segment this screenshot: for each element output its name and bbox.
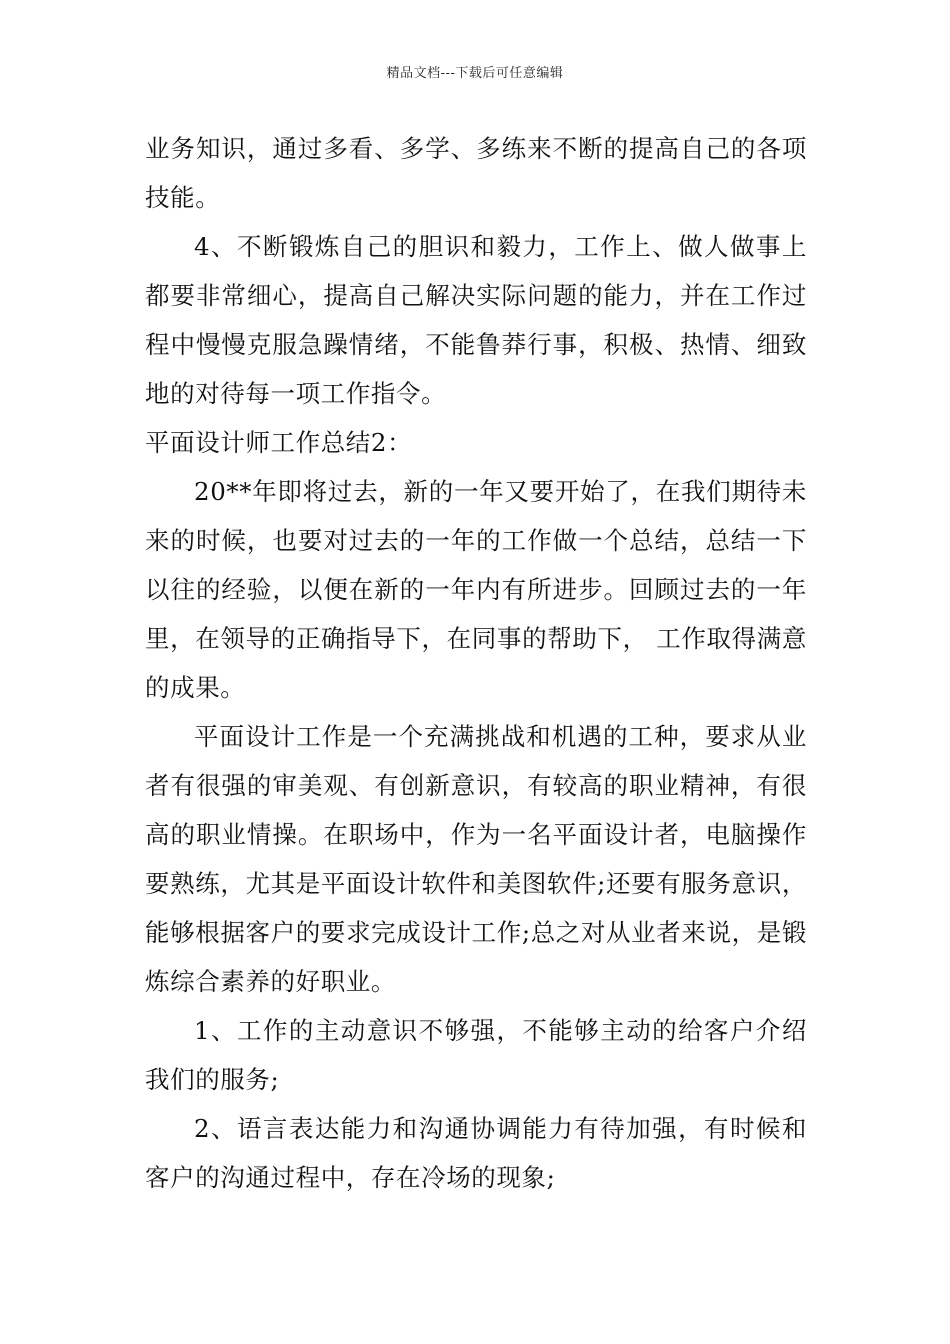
paragraph-description: 平面设计工作是一个充满挑战和机遇的工种，要求从业者有很强的审美观、有创新意识，有较高的职业精神，有很高的职业情操。在职场中，作为一名平面设计者，电脑操作要熟练，尤其是平面设计软件和美图软件;还要有服务意识，能够根据客户的要求完成设计工作;总之对从业者来说，是锻炼综合素养的好职业。	[145, 722, 807, 996]
document-body	[145, 124, 807, 1202]
paragraph-continuation: 业务知识，通过多看、多学、多练来不断的提高自己的各项技能。	[145, 134, 807, 212]
page-header: 精品文档---下载后可任意编辑	[386, 66, 564, 81]
paragraph-item-1: 1、工作的主动意识不够强，不能够主动的给客户介绍我们的服务;	[145, 1016, 807, 1094]
section-heading: 平面设计师工作总结2：	[145, 428, 413, 457]
paragraph-item-4: 4、不断锻炼自己的胆识和毅力，工作上、做人做事上都要非常细心，提高自己解决实际问题的能力，并在工作过程中慢慢克服急躁情绪，不能鲁莽行事，积极、热情、细致地的对待每一项工作指令。	[145, 232, 807, 408]
paragraph-item-2: 2、语言表达能力和沟通协调能力有待加强，有时候和客户的沟通过程中，存在冷场的现象;	[145, 1114, 807, 1192]
paragraph-intro: 20**年即将过去，新的一年又要开始了，在我们期待未来的时候，也要对过去的一年的工作做一个总结，总结一下以往的经验，以便在新的一年内有所进步。回顾过去的一年里，在领导的正确指导下，在同事的帮助下， 工作取得满意的成果。	[145, 477, 807, 702]
